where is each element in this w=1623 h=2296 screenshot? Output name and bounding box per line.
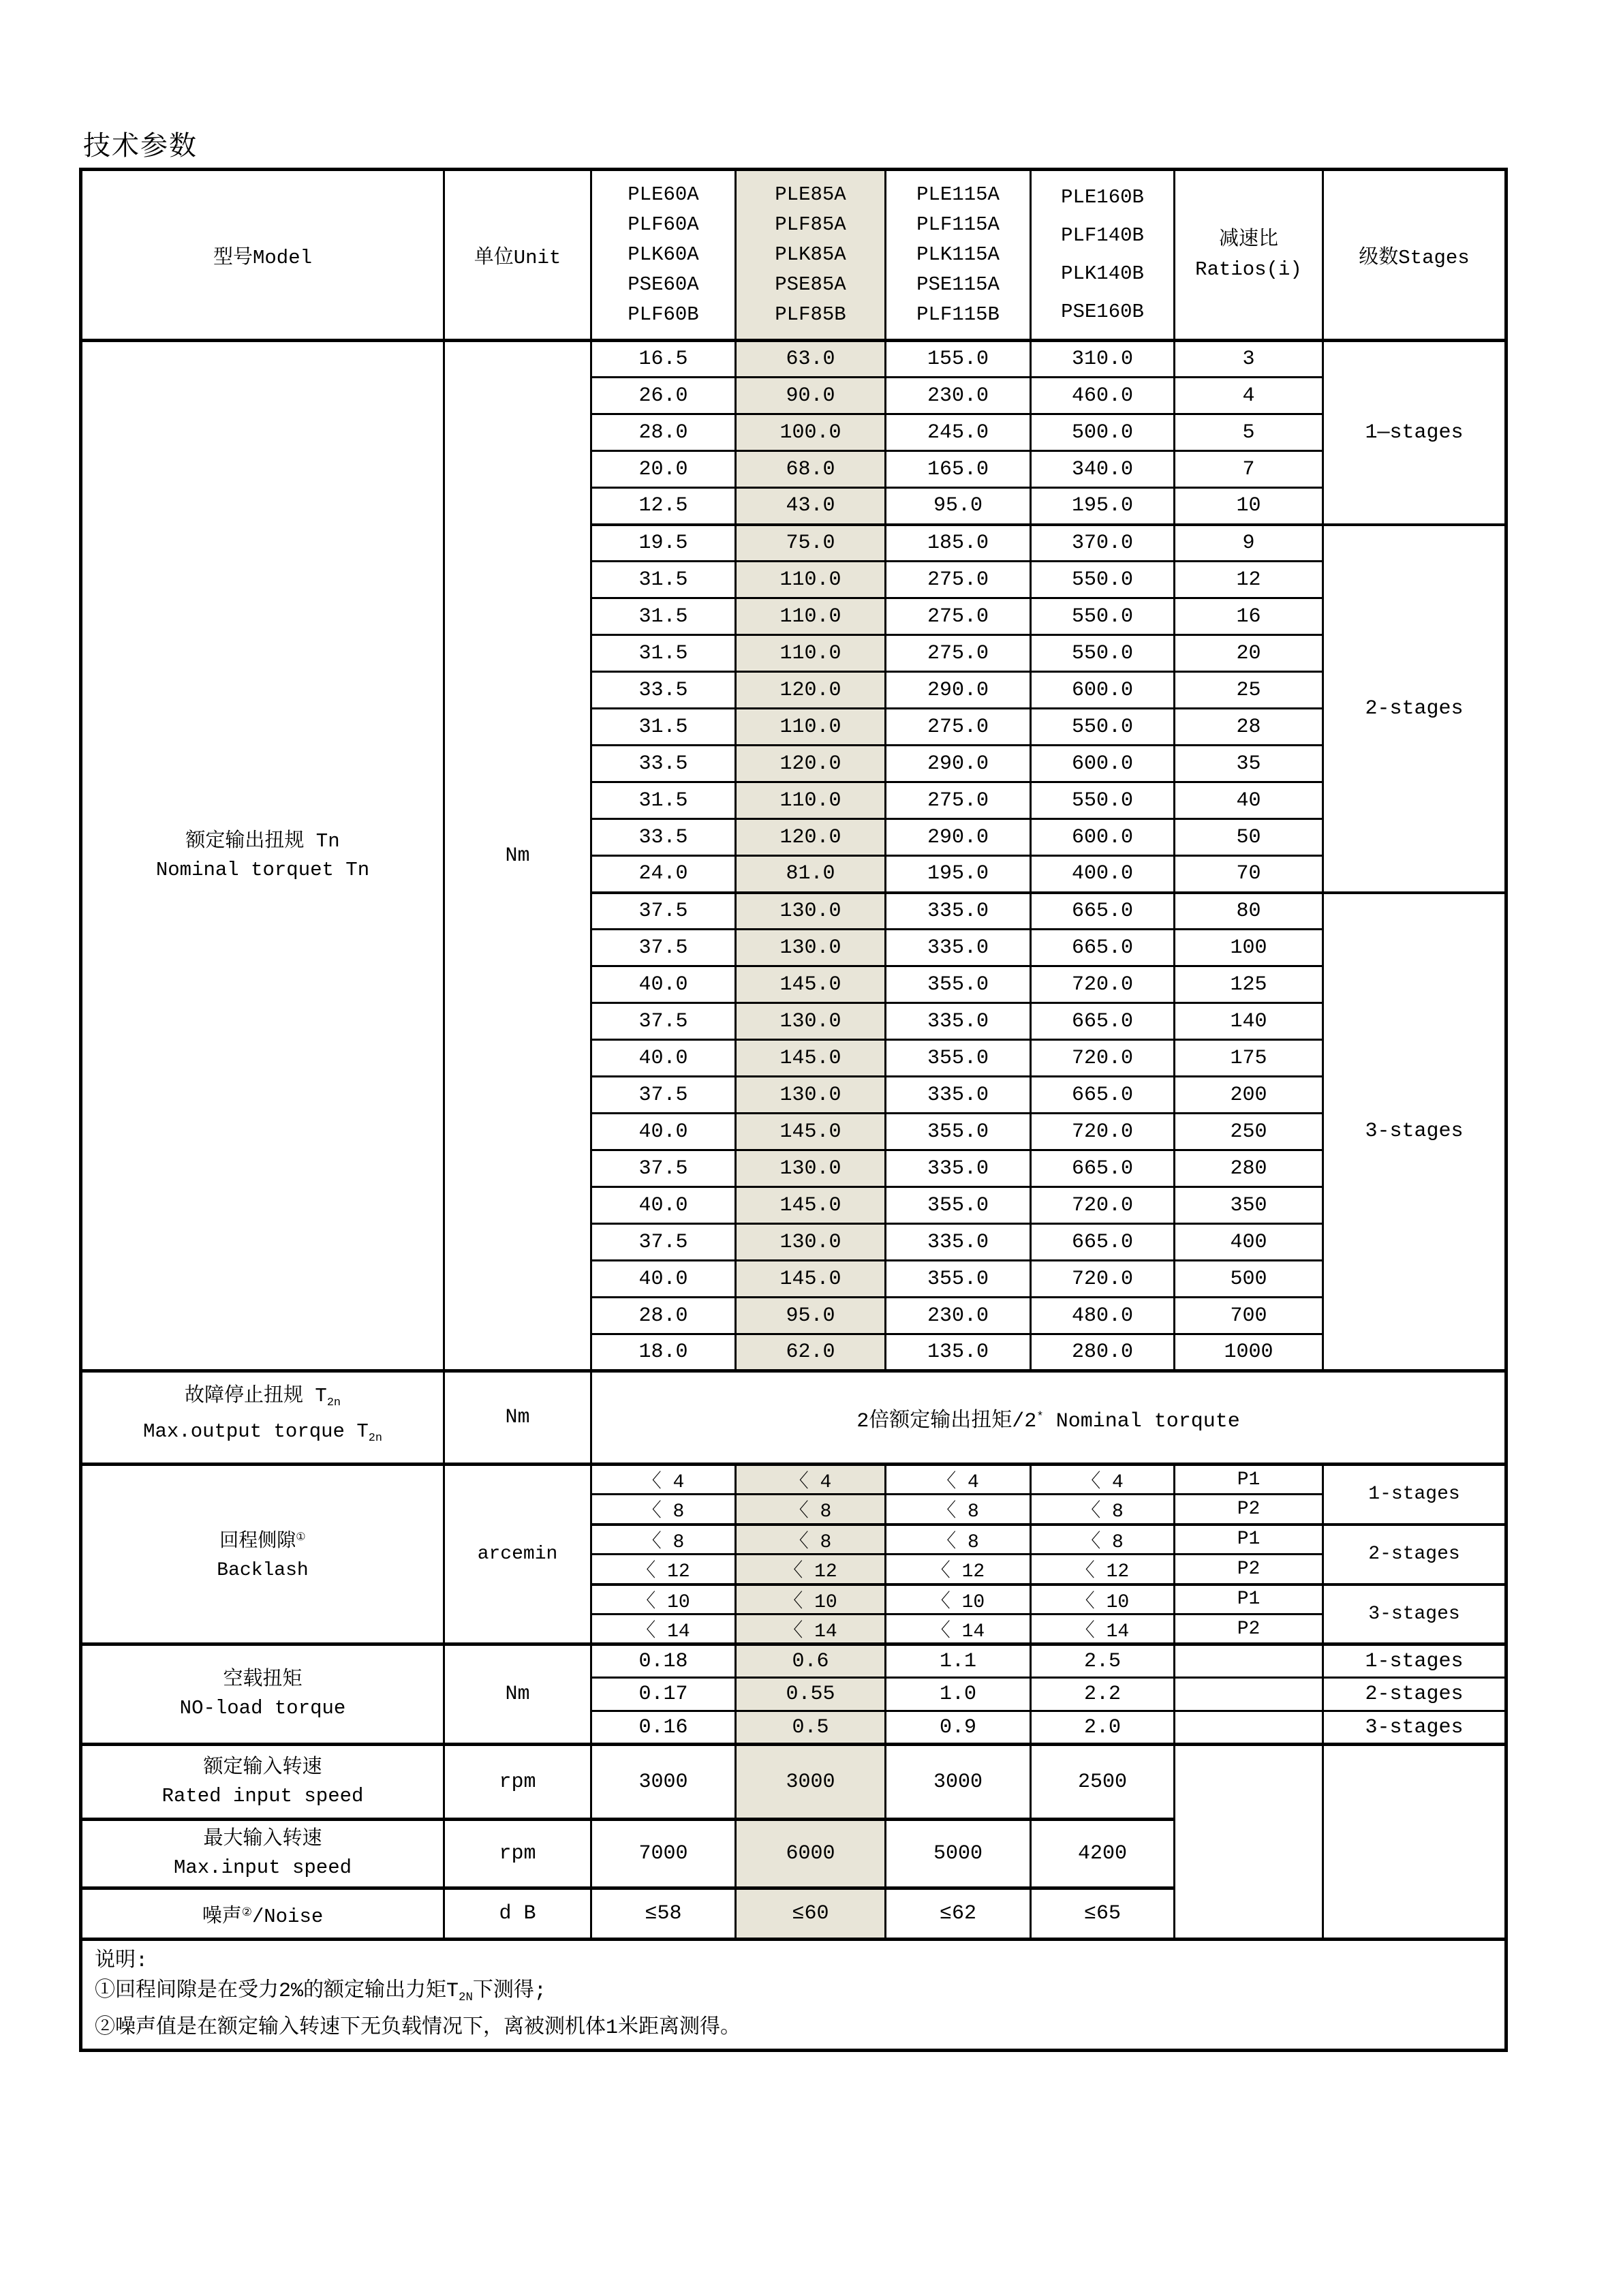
notes-block bbox=[81, 1940, 1506, 2051]
backlash-value: 〈 8 bbox=[591, 1495, 736, 1525]
torque-value: 230.0 bbox=[886, 1298, 1031, 1334]
torque-value: 130.0 bbox=[736, 1150, 886, 1187]
model-name: PSE160B bbox=[1061, 301, 1144, 323]
backlash-value: 〈 4 bbox=[1031, 1465, 1175, 1495]
backlash-value: 〈 10 bbox=[1031, 1585, 1175, 1614]
torque-value: 550.0 bbox=[1031, 562, 1175, 598]
torque-value: 480.0 bbox=[1031, 1298, 1175, 1334]
maxout-label-cn: 故障停止扭规 $T_{2n}$ bbox=[185, 1385, 341, 1409]
torque-value: 335.0 bbox=[886, 1150, 1031, 1187]
torque-value: 355.0 bbox=[886, 1114, 1031, 1150]
torque-value: 145.0 bbox=[736, 1114, 886, 1150]
torque-value: 130.0 bbox=[736, 1077, 886, 1114]
backlash-value: 〈 8 bbox=[886, 1495, 1031, 1525]
torque-value: 81.0 bbox=[736, 856, 886, 893]
model-name: PLE60A bbox=[628, 183, 699, 206]
torque-value: 18.0 bbox=[591, 1334, 736, 1371]
model-name: PSE85A bbox=[775, 273, 846, 296]
max-speed-label-cn: 最大输入转速 bbox=[203, 1828, 322, 1850]
torque-value: 310.0 bbox=[1031, 341, 1175, 378]
model-name: PLF60B bbox=[628, 303, 699, 326]
backlash-value: 〈 12 bbox=[591, 1555, 736, 1585]
max-speed-value: 5000 bbox=[886, 1820, 1031, 1888]
torque-value: 40.0 bbox=[591, 1261, 736, 1298]
backlash-label-en: Backlash bbox=[217, 1559, 309, 1581]
backlash-value: 〈 4 bbox=[591, 1465, 736, 1495]
max-speed-unit: rpm bbox=[444, 1820, 591, 1888]
torque-value: 335.0 bbox=[886, 930, 1031, 966]
stages-header: 级数Stages bbox=[1323, 170, 1506, 341]
ratio-value: 250 bbox=[1175, 1114, 1323, 1150]
torque-value: 275.0 bbox=[886, 562, 1031, 598]
torque-value: 290.0 bbox=[886, 672, 1031, 709]
torque-value: 40.0 bbox=[591, 966, 736, 1003]
torque-value: 28.0 bbox=[591, 414, 736, 451]
noload-value: 2.5 bbox=[1031, 1644, 1175, 1678]
ratio-value: 200 bbox=[1175, 1077, 1323, 1114]
torque-value: 600.0 bbox=[1031, 746, 1175, 782]
noise-value: ≤62 bbox=[886, 1888, 1031, 1940]
torque-value: 16.5 bbox=[591, 341, 736, 378]
noload-value: 0.9 bbox=[886, 1711, 1031, 1745]
backlash-value: 〈 12 bbox=[736, 1555, 886, 1585]
torque-value: 110.0 bbox=[736, 598, 886, 635]
ratio-value: 350 bbox=[1175, 1187, 1323, 1224]
torque-label-en: Nominal torquet Tn bbox=[155, 858, 370, 881]
torque-value: 37.5 bbox=[591, 893, 736, 930]
stage-label: 3-stages bbox=[1323, 1711, 1506, 1745]
torque-value: 130.0 bbox=[736, 893, 886, 930]
rated-speed-value: 3000 bbox=[886, 1745, 1031, 1820]
torque-value: 145.0 bbox=[736, 1261, 886, 1298]
ratios-header bbox=[1175, 170, 1323, 341]
model-group-115 bbox=[886, 170, 1031, 341]
torque-value: 460.0 bbox=[1031, 378, 1175, 414]
torque-value: 37.5 bbox=[591, 930, 736, 966]
torque-value: 195.0 bbox=[1031, 488, 1175, 525]
torque-value: 185.0 bbox=[886, 525, 1031, 562]
backlash-value: 〈 8 bbox=[1031, 1495, 1175, 1525]
backlash-value: 〈 14 bbox=[736, 1614, 886, 1644]
backlash-value: 〈 12 bbox=[1031, 1555, 1175, 1585]
model-name: PLF140B bbox=[1061, 224, 1144, 247]
noload-value: 0.18 bbox=[591, 1644, 736, 1678]
backlash-grade: P2 bbox=[1175, 1495, 1323, 1525]
backlash-value: 〈 8 bbox=[1031, 1525, 1175, 1555]
noise-value: ≤65 bbox=[1031, 1888, 1175, 1940]
model-name: PSE60A bbox=[628, 273, 699, 296]
torque-row bbox=[81, 341, 1506, 378]
torque-value: 335.0 bbox=[886, 893, 1031, 930]
torque-value: 600.0 bbox=[1031, 819, 1175, 856]
backlash-unit: arcemin bbox=[444, 1465, 591, 1644]
torque-value: 720.0 bbox=[1031, 966, 1175, 1003]
max-speed-value: 7000 bbox=[591, 1820, 736, 1888]
torque-value: 355.0 bbox=[886, 966, 1031, 1003]
torque-unit: Nm bbox=[444, 341, 591, 1371]
empty-ratio-cell bbox=[1175, 1678, 1323, 1711]
empty-ratio-cell bbox=[1175, 1711, 1323, 1745]
torque-value: 31.5 bbox=[591, 562, 736, 598]
noload-value: 0.55 bbox=[736, 1678, 886, 1711]
page-title: 技术参数 bbox=[83, 133, 198, 164]
ratio-value: 3 bbox=[1175, 341, 1323, 378]
backlash-value: 〈 14 bbox=[1031, 1614, 1175, 1644]
backlash-section-label bbox=[81, 1465, 444, 1644]
torque-value: 63.0 bbox=[736, 341, 886, 378]
stage-group-label: 3-stages bbox=[1323, 893, 1506, 1371]
torque-value: 95.0 bbox=[736, 1298, 886, 1334]
ratio-value: 35 bbox=[1175, 746, 1323, 782]
ratio-value: 20 bbox=[1175, 635, 1323, 672]
noload-value: 0.16 bbox=[591, 1711, 736, 1745]
torque-value: 400.0 bbox=[1031, 856, 1175, 893]
ratios-header-cn: 减速比 bbox=[1218, 228, 1278, 251]
torque-value: 720.0 bbox=[1031, 1187, 1175, 1224]
noise-unit: d B bbox=[444, 1888, 591, 1940]
notes-line-2: ①回程间隙是在受力2%的额定输出力矩$T_{2N}$下测得; bbox=[95, 1980, 546, 2005]
max-speed-label bbox=[81, 1820, 444, 1888]
model-name: PLK60A bbox=[628, 243, 699, 266]
stage-group-label: 3-stages bbox=[1323, 1585, 1506, 1644]
header-row bbox=[81, 170, 1506, 341]
empty-ratio-cell bbox=[1175, 1644, 1323, 1678]
torque-value: 665.0 bbox=[1031, 930, 1175, 966]
torque-value: 275.0 bbox=[886, 709, 1031, 746]
noload-value: 1.1 bbox=[886, 1644, 1031, 1678]
rated-speed-value: 2500 bbox=[1031, 1745, 1175, 1820]
backlash-value: 〈 4 bbox=[736, 1465, 886, 1495]
model-group-160 bbox=[1031, 170, 1175, 341]
backlash-value: 〈 10 bbox=[736, 1585, 886, 1614]
torque-value: 33.5 bbox=[591, 746, 736, 782]
torque-value: 37.5 bbox=[591, 1003, 736, 1040]
torque-label-cn: 额定输出扭规 Tn bbox=[185, 829, 340, 853]
torque-section-label bbox=[81, 341, 444, 1371]
torque-value: 165.0 bbox=[886, 451, 1031, 488]
ratio-value: 140 bbox=[1175, 1003, 1323, 1040]
backlash-value: 〈 8 bbox=[886, 1525, 1031, 1555]
noise-label: 噪声②/Noise bbox=[81, 1888, 444, 1940]
model-name: PLK140B bbox=[1061, 262, 1144, 285]
ratio-value: 25 bbox=[1175, 672, 1323, 709]
torque-value: 110.0 bbox=[736, 709, 886, 746]
backlash-grade: P2 bbox=[1175, 1614, 1323, 1644]
torque-value: 720.0 bbox=[1031, 1114, 1175, 1150]
noise-value: ≤58 bbox=[591, 1888, 736, 1940]
ratio-value: 700 bbox=[1175, 1298, 1323, 1334]
torque-value: 665.0 bbox=[1031, 893, 1175, 930]
ratio-value: 1000 bbox=[1175, 1334, 1323, 1371]
noload-label-cn: 空载扭矩 bbox=[223, 1668, 303, 1691]
torque-value: 355.0 bbox=[886, 1187, 1031, 1224]
torque-value: 33.5 bbox=[591, 819, 736, 856]
ratio-value: 10 bbox=[1175, 488, 1323, 525]
model-name: PLE85A bbox=[775, 183, 846, 206]
rated-speed-value: 3000 bbox=[736, 1745, 886, 1820]
ratio-value: 9 bbox=[1175, 525, 1323, 562]
torque-value: 31.5 bbox=[591, 598, 736, 635]
noload-value: 0.5 bbox=[736, 1711, 886, 1745]
rated-speed-value: 3000 bbox=[591, 1745, 736, 1820]
torque-value: 135.0 bbox=[886, 1334, 1031, 1371]
backlash-grade: P1 bbox=[1175, 1525, 1323, 1555]
torque-value: 120.0 bbox=[736, 819, 886, 856]
noise-value: ≤60 bbox=[736, 1888, 886, 1940]
torque-value: 550.0 bbox=[1031, 709, 1175, 746]
notes-line-3: ②噪声值是在额定输入转速下无负载情况下，离被测机体1米距离测得。 bbox=[95, 2017, 741, 2040]
ratio-value: 280 bbox=[1175, 1150, 1323, 1187]
torque-value: 275.0 bbox=[886, 635, 1031, 672]
torque-value: 335.0 bbox=[886, 1003, 1031, 1040]
noload-label-en: NO-load torque bbox=[179, 1697, 346, 1719]
torque-value: 290.0 bbox=[886, 746, 1031, 782]
torque-value: 355.0 bbox=[886, 1261, 1031, 1298]
ratio-value: 80 bbox=[1175, 893, 1323, 930]
torque-value: 335.0 bbox=[886, 1224, 1031, 1261]
torque-value: 28.0 bbox=[591, 1298, 736, 1334]
torque-value: 37.5 bbox=[591, 1150, 736, 1187]
max-speed-label-en: Max.input speed bbox=[173, 1856, 352, 1879]
torque-value: 720.0 bbox=[1031, 1261, 1175, 1298]
backlash-value: 〈 12 bbox=[886, 1555, 1031, 1585]
torque-value: 26.0 bbox=[591, 378, 736, 414]
torque-value: 120.0 bbox=[736, 746, 886, 782]
torque-value: 720.0 bbox=[1031, 1040, 1175, 1077]
torque-value: 665.0 bbox=[1031, 1150, 1175, 1187]
spec-table bbox=[79, 168, 1508, 2052]
notes-line-1: 说明: bbox=[95, 1950, 149, 1973]
ratio-value: 40 bbox=[1175, 782, 1323, 819]
model-header: 型号Model bbox=[81, 170, 444, 341]
model-name: PLF85A bbox=[775, 213, 846, 236]
ratio-value: 5 bbox=[1175, 414, 1323, 451]
torque-value: 110.0 bbox=[736, 635, 886, 672]
torque-value: 340.0 bbox=[1031, 451, 1175, 488]
ratio-value: 4 bbox=[1175, 378, 1323, 414]
rated-speed-label-cn: 额定输入转速 bbox=[203, 1756, 322, 1779]
model-name: PLF85B bbox=[775, 303, 846, 326]
rated-speed-label bbox=[81, 1745, 444, 1820]
torque-value: 550.0 bbox=[1031, 635, 1175, 672]
torque-value: 145.0 bbox=[736, 1040, 886, 1077]
backlash-grade: P1 bbox=[1175, 1585, 1323, 1614]
torque-value: 600.0 bbox=[1031, 672, 1175, 709]
noload-section-label bbox=[81, 1644, 444, 1745]
model-group-60 bbox=[591, 170, 736, 341]
noload-value: 2.2 bbox=[1031, 1678, 1175, 1711]
backlash-grade: P1 bbox=[1175, 1465, 1323, 1495]
noload-value: 0.17 bbox=[591, 1678, 736, 1711]
stage-label: 2-stages bbox=[1323, 1678, 1506, 1711]
torque-value: 130.0 bbox=[736, 1003, 886, 1040]
model-name: PSE115A bbox=[916, 273, 1000, 296]
model-name: PLF115A bbox=[916, 213, 1000, 236]
model-name: PLE160B bbox=[1061, 186, 1144, 209]
noload-value: 0.6 bbox=[736, 1644, 886, 1678]
noload-value: 2.0 bbox=[1031, 1711, 1175, 1745]
torque-value: 40.0 bbox=[591, 1187, 736, 1224]
torque-value: 665.0 bbox=[1031, 1224, 1175, 1261]
ratios-header-en: Ratios(i) bbox=[1195, 258, 1302, 281]
backlash-value: 〈 8 bbox=[591, 1525, 736, 1555]
torque-value: 145.0 bbox=[736, 1187, 886, 1224]
ratio-value: 16 bbox=[1175, 598, 1323, 635]
torque-value: 245.0 bbox=[886, 414, 1031, 451]
ratio-value: 400 bbox=[1175, 1224, 1323, 1261]
torque-value: 500.0 bbox=[1031, 414, 1175, 451]
torque-value: 75.0 bbox=[736, 525, 886, 562]
stage-group-label: 1—stages bbox=[1323, 341, 1506, 525]
torque-value: 31.5 bbox=[591, 709, 736, 746]
torque-value: 550.0 bbox=[1031, 598, 1175, 635]
torque-value: 275.0 bbox=[886, 598, 1031, 635]
model-name: PLF60A bbox=[628, 213, 699, 236]
torque-value: 31.5 bbox=[591, 635, 736, 672]
torque-value: 24.0 bbox=[591, 856, 736, 893]
torque-value: 12.5 bbox=[591, 488, 736, 525]
model-name: PLF115B bbox=[916, 303, 1000, 326]
stage-label: 1-stages bbox=[1323, 1644, 1506, 1678]
stage-group-label: 2-stages bbox=[1323, 525, 1506, 893]
backlash-row bbox=[81, 1465, 1506, 1495]
torque-value: 370.0 bbox=[1031, 525, 1175, 562]
backlash-value: 〈 14 bbox=[886, 1614, 1031, 1644]
torque-value: 145.0 bbox=[736, 966, 886, 1003]
backlash-value: 〈 14 bbox=[591, 1614, 736, 1644]
backlash-value: 〈 4 bbox=[886, 1465, 1031, 1495]
torque-value: 40.0 bbox=[591, 1114, 736, 1150]
torque-value: 100.0 bbox=[736, 414, 886, 451]
max-speed-value: 4200 bbox=[1031, 1820, 1175, 1888]
torque-value: 280.0 bbox=[1031, 1334, 1175, 1371]
torque-value: 110.0 bbox=[736, 562, 886, 598]
backlash-label-cn: 回程侧隙① bbox=[219, 1531, 306, 1552]
stage-group-label: 2-stages bbox=[1323, 1525, 1506, 1585]
torque-value: 95.0 bbox=[886, 488, 1031, 525]
backlash-value: 〈 10 bbox=[886, 1585, 1031, 1614]
ratio-value: 175 bbox=[1175, 1040, 1323, 1077]
torque-value: 40.0 bbox=[591, 1040, 736, 1077]
maxout-value: 2倍额定输出扭矩/2* Nominal torqute bbox=[591, 1371, 1506, 1465]
ratio-value: 70 bbox=[1175, 856, 1323, 893]
torque-value: 68.0 bbox=[736, 451, 886, 488]
backlash-grade: P2 bbox=[1175, 1555, 1323, 1585]
noload-row bbox=[81, 1644, 1506, 1678]
backlash-value: 〈 8 bbox=[736, 1495, 886, 1525]
torque-value: 155.0 bbox=[886, 341, 1031, 378]
model-group-85 bbox=[736, 170, 886, 341]
rated-speed-unit: rpm bbox=[444, 1745, 591, 1820]
rated-speed-label-en: Rated input speed bbox=[161, 1784, 364, 1807]
rated-speed-row bbox=[81, 1745, 1506, 1820]
torque-value: 90.0 bbox=[736, 378, 886, 414]
unit-header: 单位Unit bbox=[444, 170, 591, 341]
torque-value: 550.0 bbox=[1031, 782, 1175, 819]
stage-group-label: 1-stages bbox=[1323, 1465, 1506, 1525]
backlash-value: 〈 10 bbox=[591, 1585, 736, 1614]
ratio-value: 125 bbox=[1175, 966, 1323, 1003]
torque-value: 290.0 bbox=[886, 819, 1031, 856]
model-name: PLK115A bbox=[916, 243, 1000, 266]
ratio-value: 12 bbox=[1175, 562, 1323, 598]
maxout-unit: Nm bbox=[444, 1371, 591, 1465]
maxout-label-en: Max.output torque $T_{2n}$ bbox=[143, 1420, 382, 1445]
torque-value: 31.5 bbox=[591, 782, 736, 819]
ratio-value: 500 bbox=[1175, 1261, 1323, 1298]
torque-value: 37.5 bbox=[591, 1224, 736, 1261]
torque-value: 43.0 bbox=[736, 488, 886, 525]
torque-value: 275.0 bbox=[886, 782, 1031, 819]
backlash-value: 〈 8 bbox=[736, 1525, 886, 1555]
model-name: PLE115A bbox=[916, 183, 1000, 206]
empty-stages-cell bbox=[1323, 1745, 1506, 1940]
ratio-value: 7 bbox=[1175, 451, 1323, 488]
model-name: PLK85A bbox=[775, 243, 846, 266]
max-speed-value: 6000 bbox=[736, 1820, 886, 1888]
ratio-value: 50 bbox=[1175, 819, 1323, 856]
torque-value: 110.0 bbox=[736, 782, 886, 819]
torque-value: 665.0 bbox=[1031, 1003, 1175, 1040]
torque-value: 120.0 bbox=[736, 672, 886, 709]
notes-row bbox=[81, 1940, 1506, 2051]
noload-value: 1.0 bbox=[886, 1678, 1031, 1711]
torque-value: 665.0 bbox=[1031, 1077, 1175, 1114]
torque-value: 20.0 bbox=[591, 451, 736, 488]
torque-value: 33.5 bbox=[591, 672, 736, 709]
ratio-value: 100 bbox=[1175, 930, 1323, 966]
torque-value: 130.0 bbox=[736, 1224, 886, 1261]
torque-value: 335.0 bbox=[886, 1077, 1031, 1114]
maxout-row bbox=[81, 1371, 1506, 1465]
noload-unit: Nm bbox=[444, 1644, 591, 1745]
torque-value: 37.5 bbox=[591, 1077, 736, 1114]
empty-ratio-cell bbox=[1175, 1745, 1323, 1940]
torque-value: 355.0 bbox=[886, 1040, 1031, 1077]
torque-value: 195.0 bbox=[886, 856, 1031, 893]
torque-value: 62.0 bbox=[736, 1334, 886, 1371]
maxout-section-label bbox=[81, 1371, 444, 1465]
torque-value: 130.0 bbox=[736, 930, 886, 966]
ratio-value: 28 bbox=[1175, 709, 1323, 746]
torque-value: 19.5 bbox=[591, 525, 736, 562]
torque-value: 230.0 bbox=[886, 378, 1031, 414]
